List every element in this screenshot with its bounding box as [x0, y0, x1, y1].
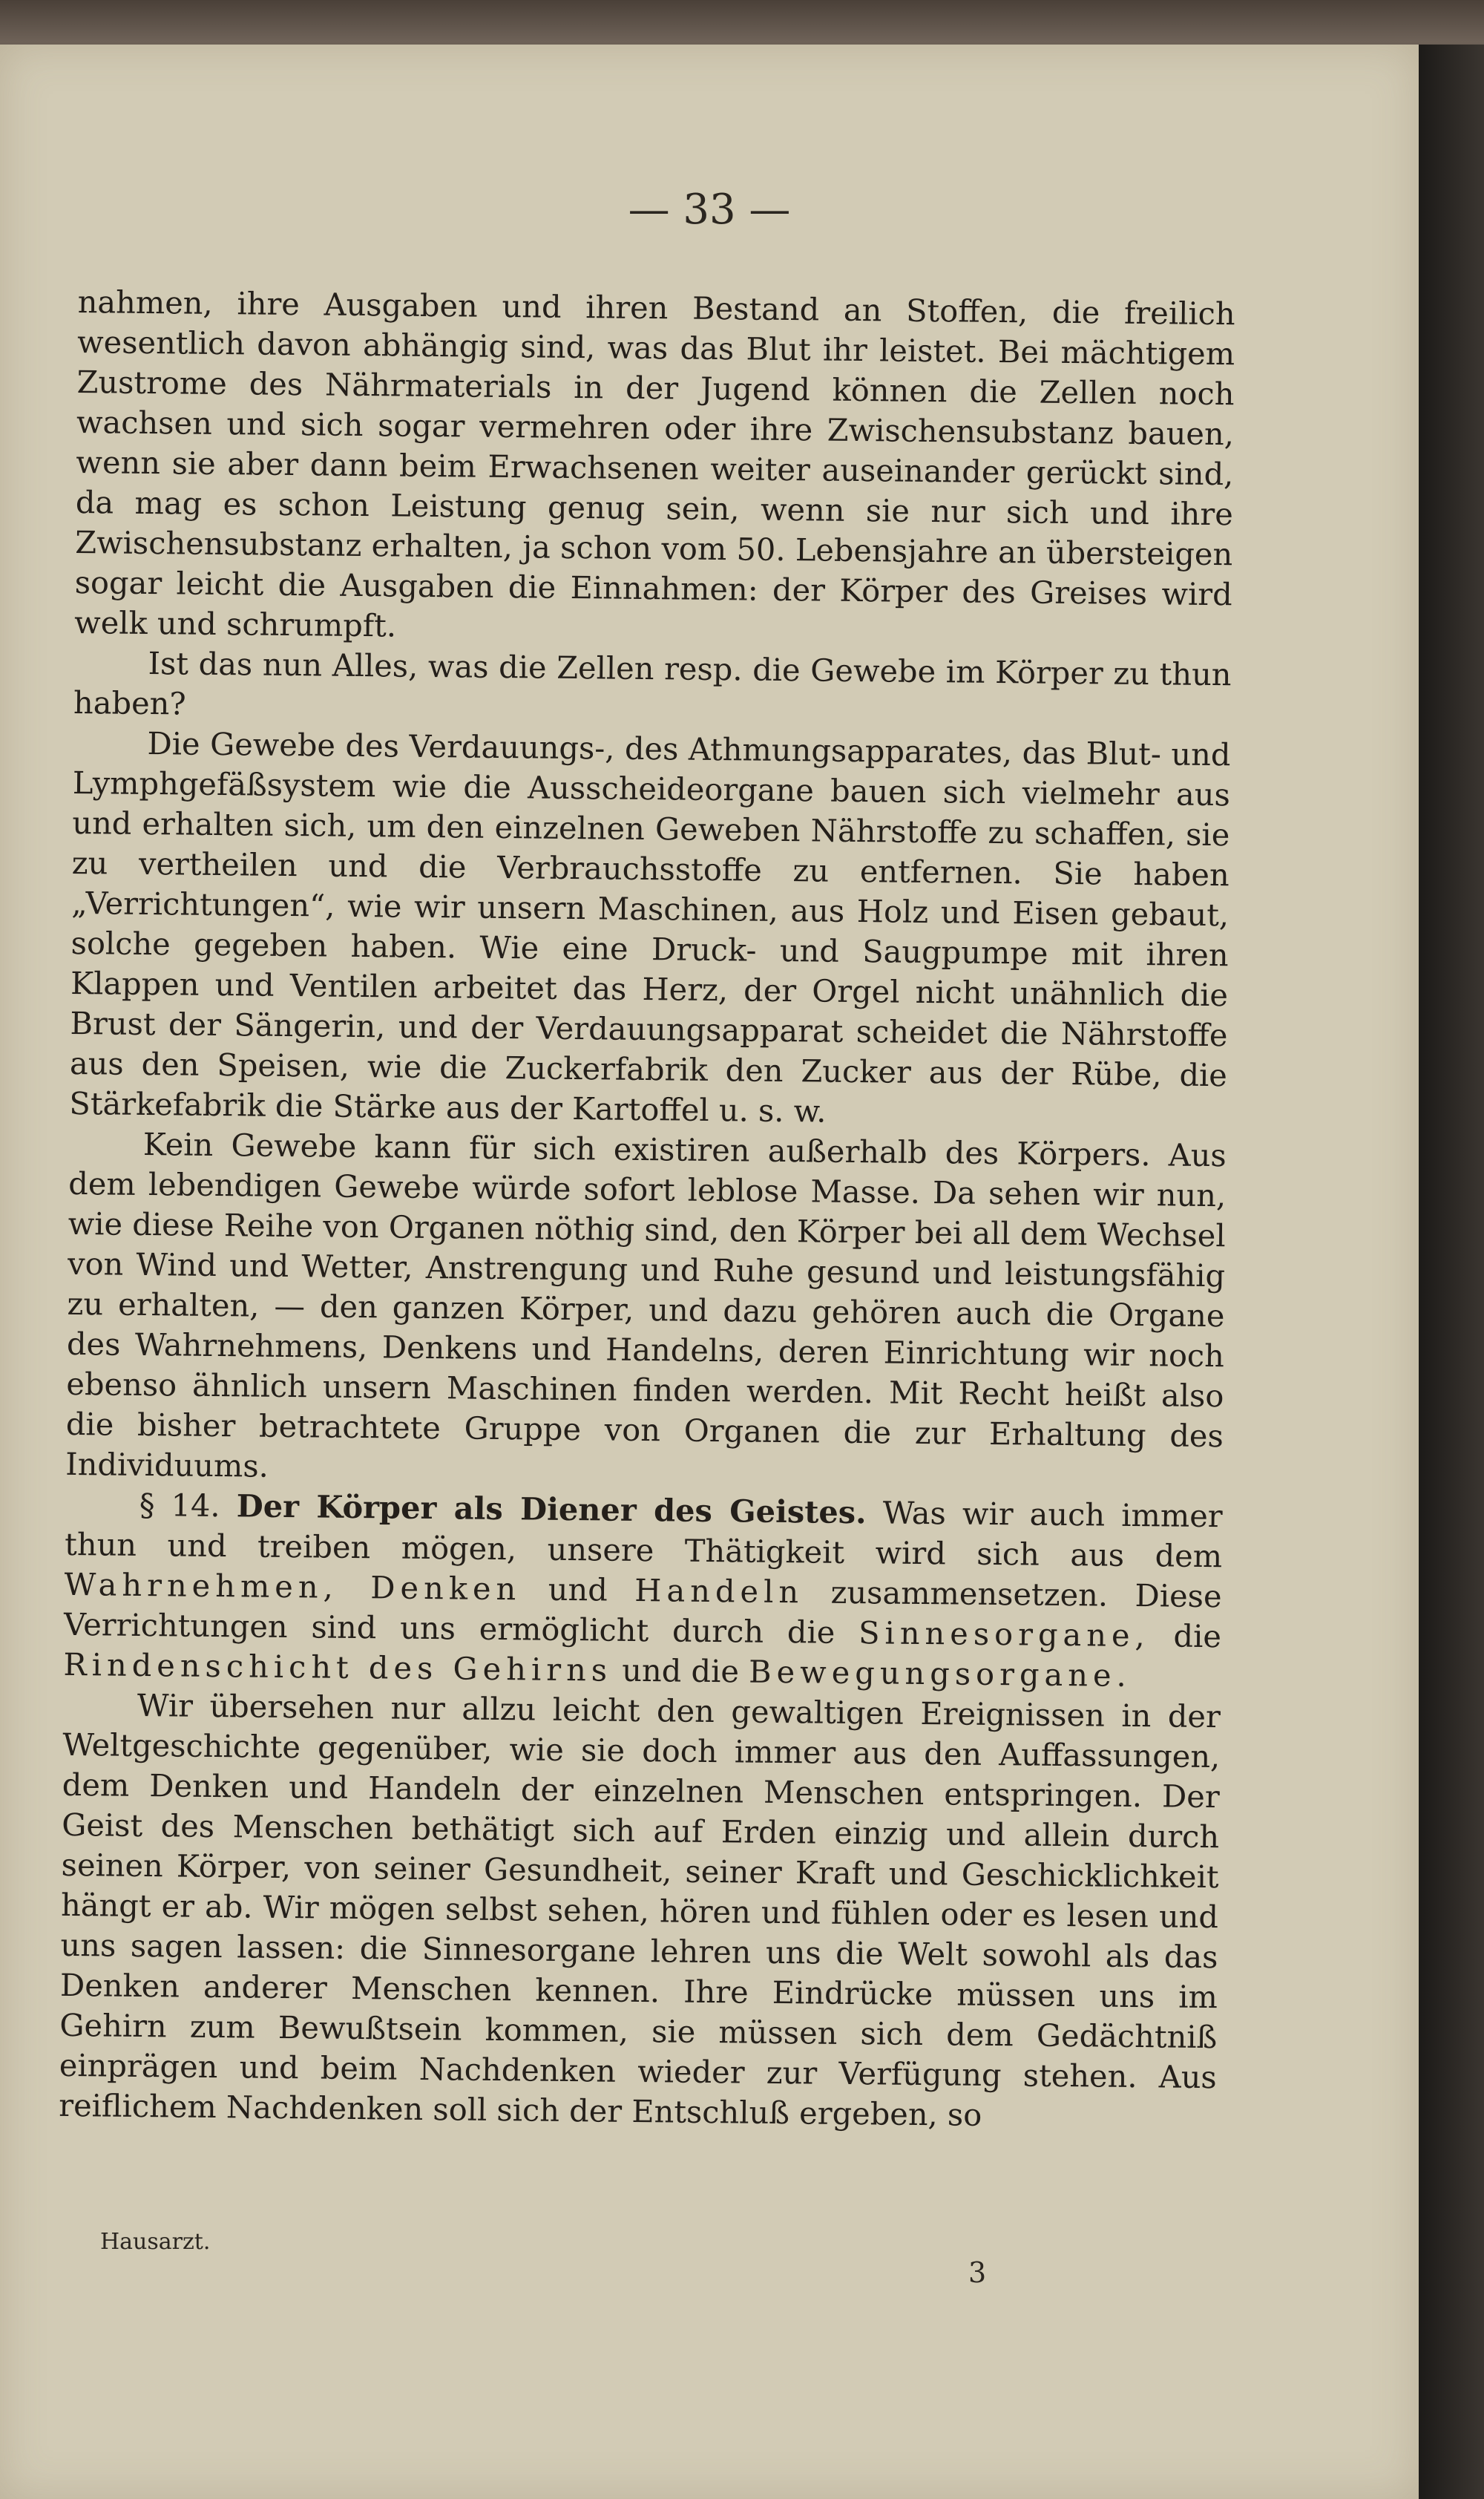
section-number: § 14.	[139, 1486, 220, 1524]
term-sinnesorgane: Sinnesorgane,	[858, 1614, 1151, 1654]
term-wahrnehmen-denken: Wahrnehmen, Denken	[64, 1565, 522, 1608]
body-text	[59, 282, 1235, 2138]
term-handeln: Handeln	[634, 1571, 804, 1611]
page-edge-shadow	[1419, 45, 1484, 2499]
section-text-e: und die	[622, 1651, 740, 1690]
paragraph-4: Kein Gewebe kann für sich existiren außerhalb des Körpers. Aus dem lebendigen Gewebe würde sofort leblose Masse. Da sehen wir nun, wie diese Reihe von Organen nöthig sind, den Körper bei all dem Wechsel von Wind und Wetter, Anstrengung und Ruhe gesund und leistungsfähig zu erhalten, — den ganzen Körper, und dazu gehören auch die Organe des Wahrnehmens, Denkens und Handelns, deren Einrichtung wir noch ebenso ähnlich unsern Maschinen finden werden. Mit Recht heißt also die bisher betrachtete Gruppe von Organen die zur Erhaltung des Individuums.	[65, 1125, 1227, 1484]
paragraph-3: Die Gewebe des Verdauungs-, des Athmungsapparates, das Blut- und Lymphgefäßsystem wie die Ausscheideorgane bauen sich vielmehr aus und erhalten sich, um den einzelnen Geweben Nährstoffe zu schaffen, sie zu vertheilen und die Verbrauchsstoffe zu entfernen. Sie haben „Verrichtungen“, wie wir unsern Maschinen, aus Holz und Eisen gebaut, solche gegeben haben. Wie eine Druck- und Saugpumpe mit ihren Klappen und Ventilen arbeitet das Herz, der Orgel nicht unähnlich die Brust der Sängerin, und der Verdauungsapparat scheidet die Nährstoffe aus den Speisen, wie die Zuckerfabrik den Zucker aus der Rübe, die Stärkefabrik die Stärke aus der Kartoffel u. s. w.	[69, 725, 1231, 1130]
section-14-paragraph	[63, 1484, 1223, 1697]
section-text-c: zusammensetzen. Diese Verrichtungen sind uns ermöglicht durch die	[63, 1573, 1222, 1651]
section-text-a: Was wir auch immer thun und treiben mögen, unsere Thätigkeit wird sich aus dem	[64, 1494, 1223, 1575]
paragraph-last: Wir übersehen nur allzu leicht den gewaltigen Ereignissen in der Weltgeschichte gegenüber, wie sie doch immer aus den Auffassungen, dem Denken und Handeln der einzelnen Menschen entspringen. Der Geist des Menschen bethätigt sich auf Erden einzig und allein durch seinen Körper, von seiner Gesundheit, seiner Kraft und Geschicklichkeit hängt er ab. Wir mögen selbst sehen, hören und fühlen oder es lesen und uns sagen lassen: die Sinnesorgane lehren uns die Welt sowohl als das Denken anderer Menschen kennen. Ihre Eindrücke müssen uns im Gehirn zum Bewußtsein kommen, sie müssen sich dem Gedächtniß einprägen und beim Nachdenken wieder zur Verfügung stehen. Aus reiflichem Nachdenken soll sich der Entschluß ergeben, so	[59, 1686, 1221, 2133]
page-number-header: — 33 —	[628, 186, 791, 234]
section-title: Der Körper als Diener des Geistes.	[236, 1487, 867, 1531]
footer-signature: Hausarzt.	[100, 2229, 211, 2255]
section-text-d: die	[1173, 1617, 1222, 1655]
paragraph-2: Ist das nun Alles, was die Zellen resp. die Gewebe im Körper zu thun haben?	[73, 645, 1232, 722]
section-text-b: und	[548, 1571, 608, 1608]
term-rindenschicht: Rindenschicht des Gehirns	[63, 1645, 613, 1689]
sheet-number: 3	[968, 2256, 987, 2289]
paragraph-1: nahmen, ihre Ausgaben und ihren Bestand an Stoffen, die freilich wesentlich davon abhängig sind, was das Blut ihr leistet. Bei mächtigem Zustrome des Nährmaterials in der Jugend können die Zellen noch wachsen und sich sogar vermehren oder ihre Zwischensubstanz bauen, wenn sie aber dann beim Erwachsenen weiter auseinander gerückt sind, da mag es schon Leistung genug sein, wenn sie nur sich und ihre Zwischensubstanz erhalten, ja schon vom 50. Lebensjahre an übersteigen sogar leicht die Ausgaben die Einnahmen: der Körper des Greises wird welk und schrumpft.	[73, 283, 1235, 644]
term-bewegungsorgane: Bewegungsorgane.	[748, 1653, 1132, 1694]
